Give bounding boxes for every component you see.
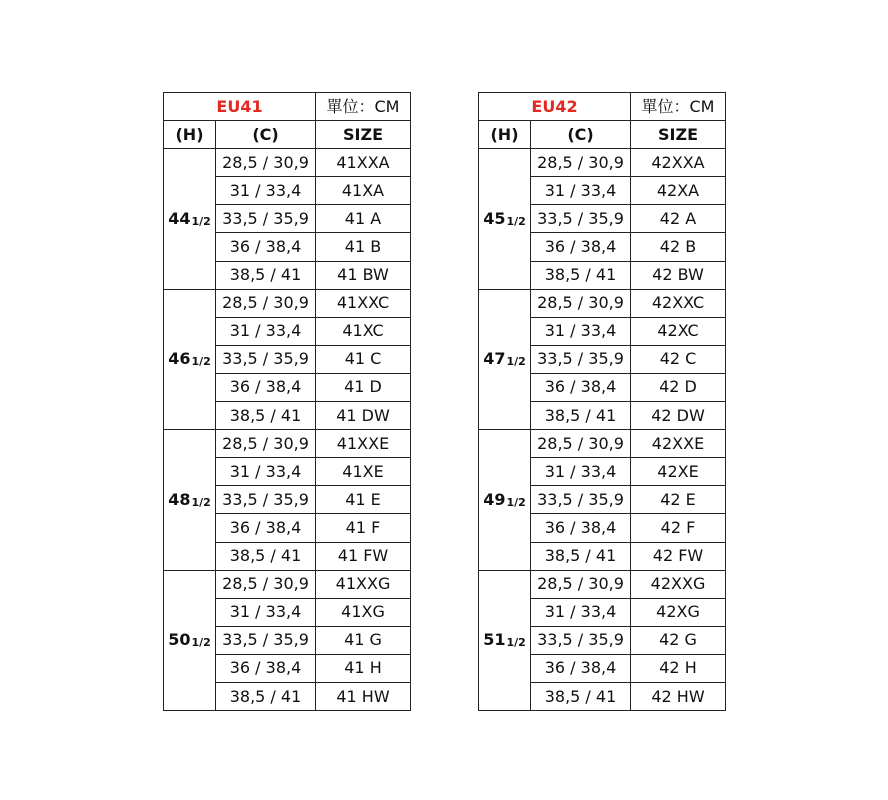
size-code-cell: 41 FW — [316, 542, 411, 570]
table-row — [479, 149, 726, 177]
table-title: EU42 — [479, 93, 631, 121]
table-row — [479, 289, 726, 317]
header-size: SIZE — [316, 121, 411, 149]
cup-range-cell: 31 / 33,4 — [531, 458, 631, 486]
cup-range-cell: 33,5 / 35,9 — [531, 205, 631, 233]
band-fraction: 1/2 — [506, 495, 526, 509]
cup-range-cell: 38,5 / 41 — [531, 682, 631, 710]
cup-range-cell: 28,5 / 30,9 — [216, 149, 316, 177]
band-fraction: 1/2 — [191, 214, 211, 228]
cup-range-cell: 31 / 33,4 — [531, 177, 631, 205]
cup-range-cell: 31 / 33,4 — [531, 317, 631, 345]
size-code-cell: 41 C — [316, 345, 411, 373]
cup-range-cell: 31 / 33,4 — [216, 317, 316, 345]
table-row — [479, 430, 726, 458]
header-row — [479, 121, 726, 149]
band-whole: 44 — [168, 208, 191, 228]
header-h: (H) — [479, 121, 531, 149]
size-code-cell: 41XC — [316, 317, 411, 345]
cup-range-cell: 31 / 33,4 — [216, 458, 316, 486]
cup-range-cell: 36 / 38,4 — [531, 654, 631, 682]
size-code-cell: 41 G — [316, 626, 411, 654]
size-code-cell: 41 BW — [316, 261, 411, 289]
size-code-cell: 41 D — [316, 373, 411, 401]
size-code-cell: 42 A — [631, 205, 726, 233]
size-code-cell: 42 C — [631, 345, 726, 373]
table-row — [164, 570, 411, 598]
band-fraction: 1/2 — [506, 214, 526, 228]
band-size-cell — [479, 430, 531, 570]
cup-range-cell: 36 / 38,4 — [531, 233, 631, 261]
size-code-cell: 42 H — [631, 654, 726, 682]
size-code-cell: 42XG — [631, 598, 726, 626]
header-c: (C) — [216, 121, 316, 149]
band-size-cell — [164, 430, 216, 570]
cup-range-cell: 28,5 / 30,9 — [531, 289, 631, 317]
cup-range-cell: 38,5 / 41 — [216, 682, 316, 710]
cup-range-cell: 33,5 / 35,9 — [216, 205, 316, 233]
band-size-cell — [164, 570, 216, 710]
size-code-cell: 42 D — [631, 373, 726, 401]
band-size-cell — [164, 289, 216, 429]
cup-range-cell: 36 / 38,4 — [216, 654, 316, 682]
size-code-cell: 41 B — [316, 233, 411, 261]
cup-range-cell: 36 / 38,4 — [531, 514, 631, 542]
size-code-cell: 42 FW — [631, 542, 726, 570]
size-table-eu41 — [163, 92, 411, 711]
size-code-cell: 41 A — [316, 205, 411, 233]
cup-range-cell: 33,5 / 35,9 — [531, 345, 631, 373]
band-whole: 48 — [168, 489, 191, 509]
cup-range-cell: 38,5 / 41 — [216, 261, 316, 289]
band-fraction: 1/2 — [191, 355, 211, 369]
band-fraction: 1/2 — [506, 355, 526, 369]
cup-range-cell: 33,5 / 35,9 — [216, 486, 316, 514]
header-h: (H) — [164, 121, 216, 149]
title-row — [479, 93, 726, 121]
band-whole: 50 — [168, 630, 191, 650]
band-size-cell — [479, 149, 531, 289]
size-code-cell: 42XE — [631, 458, 726, 486]
cup-range-cell: 28,5 / 30,9 — [531, 570, 631, 598]
size-code-cell: 41 H — [316, 654, 411, 682]
size-code-cell: 41XA — [316, 177, 411, 205]
cup-range-cell: 38,5 / 41 — [216, 402, 316, 430]
cup-range-cell: 36 / 38,4 — [216, 373, 316, 401]
cup-range-cell: 31 / 33,4 — [216, 598, 316, 626]
cup-range-cell: 28,5 / 30,9 — [531, 430, 631, 458]
cup-range-cell: 38,5 / 41 — [531, 261, 631, 289]
table-row — [164, 289, 411, 317]
band-fraction: 1/2 — [506, 636, 526, 650]
cup-range-cell: 31 / 33,4 — [531, 598, 631, 626]
header-size: SIZE — [631, 121, 726, 149]
size-code-cell: 41 E — [316, 486, 411, 514]
cup-range-cell: 28,5 / 30,9 — [216, 289, 316, 317]
cup-range-cell: 33,5 / 35,9 — [531, 486, 631, 514]
unit-label: 單位：CM — [631, 93, 726, 121]
header-c: (C) — [531, 121, 631, 149]
band-whole: 51 — [483, 630, 506, 650]
band-size-cell — [479, 289, 531, 429]
size-code-cell: 41XE — [316, 458, 411, 486]
title-row — [164, 93, 411, 121]
cup-range-cell: 33,5 / 35,9 — [216, 626, 316, 654]
cup-range-cell: 31 / 33,4 — [216, 177, 316, 205]
size-code-cell: 41XXC — [316, 289, 411, 317]
band-size-cell — [164, 149, 216, 289]
band-size-cell — [479, 570, 531, 710]
band-whole: 45 — [483, 208, 506, 228]
band-whole: 49 — [483, 489, 506, 509]
size-code-cell: 42 B — [631, 233, 726, 261]
band-whole: 46 — [168, 349, 191, 369]
size-code-cell: 41XXE — [316, 430, 411, 458]
size-code-cell: 42XA — [631, 177, 726, 205]
cup-range-cell: 33,5 / 35,9 — [216, 345, 316, 373]
cup-range-cell: 28,5 / 30,9 — [216, 430, 316, 458]
table-row — [164, 149, 411, 177]
band-fraction: 1/2 — [191, 495, 211, 509]
size-code-cell: 42 E — [631, 486, 726, 514]
size-code-cell: 41 F — [316, 514, 411, 542]
size-code-cell: 42 DW — [631, 402, 726, 430]
size-table-eu42 — [478, 92, 726, 711]
size-code-cell: 41 HW — [316, 682, 411, 710]
cup-range-cell: 38,5 / 41 — [531, 402, 631, 430]
cup-range-cell: 36 / 38,4 — [216, 233, 316, 261]
cup-range-cell: 36 / 38,4 — [216, 514, 316, 542]
size-code-cell: 42 F — [631, 514, 726, 542]
cup-range-cell: 36 / 38,4 — [531, 373, 631, 401]
cup-range-cell: 28,5 / 30,9 — [216, 570, 316, 598]
table-body — [479, 93, 726, 711]
size-code-cell: 41XXA — [316, 149, 411, 177]
unit-label: 單位：CM — [316, 93, 411, 121]
size-code-cell: 41 DW — [316, 402, 411, 430]
cup-range-cell: 38,5 / 41 — [216, 542, 316, 570]
size-code-cell: 42XXA — [631, 149, 726, 177]
size-code-cell: 42XXC — [631, 289, 726, 317]
cup-range-cell: 33,5 / 35,9 — [531, 626, 631, 654]
table-row — [479, 570, 726, 598]
cup-range-cell: 38,5 / 41 — [531, 542, 631, 570]
size-code-cell: 42 BW — [631, 261, 726, 289]
size-code-cell: 42 HW — [631, 682, 726, 710]
size-code-cell: 41XG — [316, 598, 411, 626]
table-body — [164, 93, 411, 711]
size-code-cell: 42XXE — [631, 430, 726, 458]
size-code-cell: 41XXG — [316, 570, 411, 598]
size-code-cell: 42XXG — [631, 570, 726, 598]
size-code-cell: 42XC — [631, 317, 726, 345]
table-row — [164, 430, 411, 458]
cup-range-cell: 28,5 / 30,9 — [531, 149, 631, 177]
header-row — [164, 121, 411, 149]
band-whole: 47 — [483, 349, 506, 369]
table-title: EU41 — [164, 93, 316, 121]
size-code-cell: 42 G — [631, 626, 726, 654]
band-fraction: 1/2 — [191, 636, 211, 650]
